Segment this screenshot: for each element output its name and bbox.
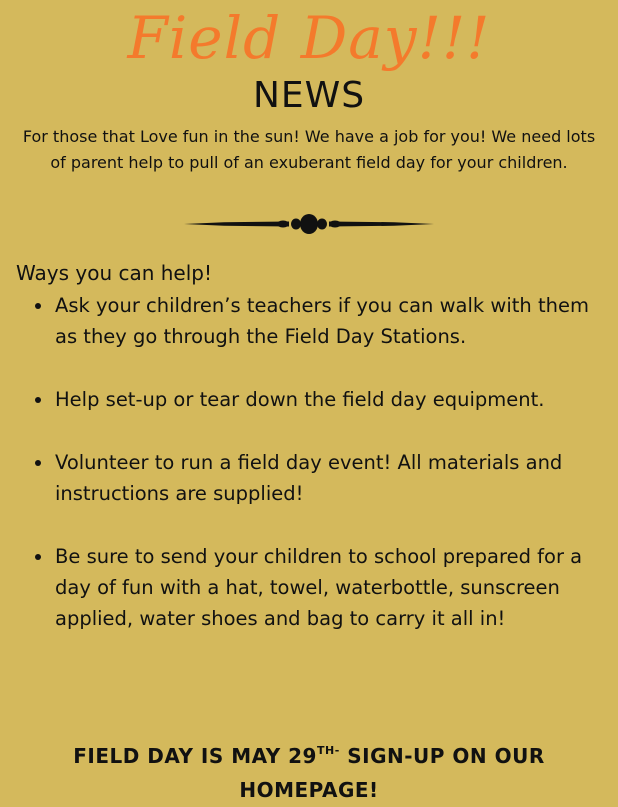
help-list [34,290,594,666]
page-title: Field Day!!! [127,4,491,72]
ornament-divider [184,211,434,237]
list-item: Help set-up or tear down the field day equipment. [34,384,594,415]
news-heading: NEWS [252,75,366,116]
list-item: Be sure to send your children to school prepared for a day of fun with a hat, towel, waterbottle, sunscreen applied, water shoes and bag to carry it all in! [34,541,594,634]
ways-heading: Ways you can help! [16,261,213,285]
footer-text-start: FIELD DAY IS MAY 29 [73,744,317,768]
footer-text-end: SIGN-UP ON OUR HOMEPAGE! [239,744,545,802]
list-item: Ask your children’s teachers if you can walk with them as they go through the Field Day Stations. [34,290,594,352]
intro-paragraph: For those that Love fun in the sun! We have a job for you! We need lots of parent help to pull of an exuberant field day for your children. [22,127,596,172]
footer-announcement [0,734,618,807]
footer-superscript: TH- [316,744,340,757]
list-item: Volunteer to run a field day event! All materials and instructions are supplied! [34,447,594,509]
